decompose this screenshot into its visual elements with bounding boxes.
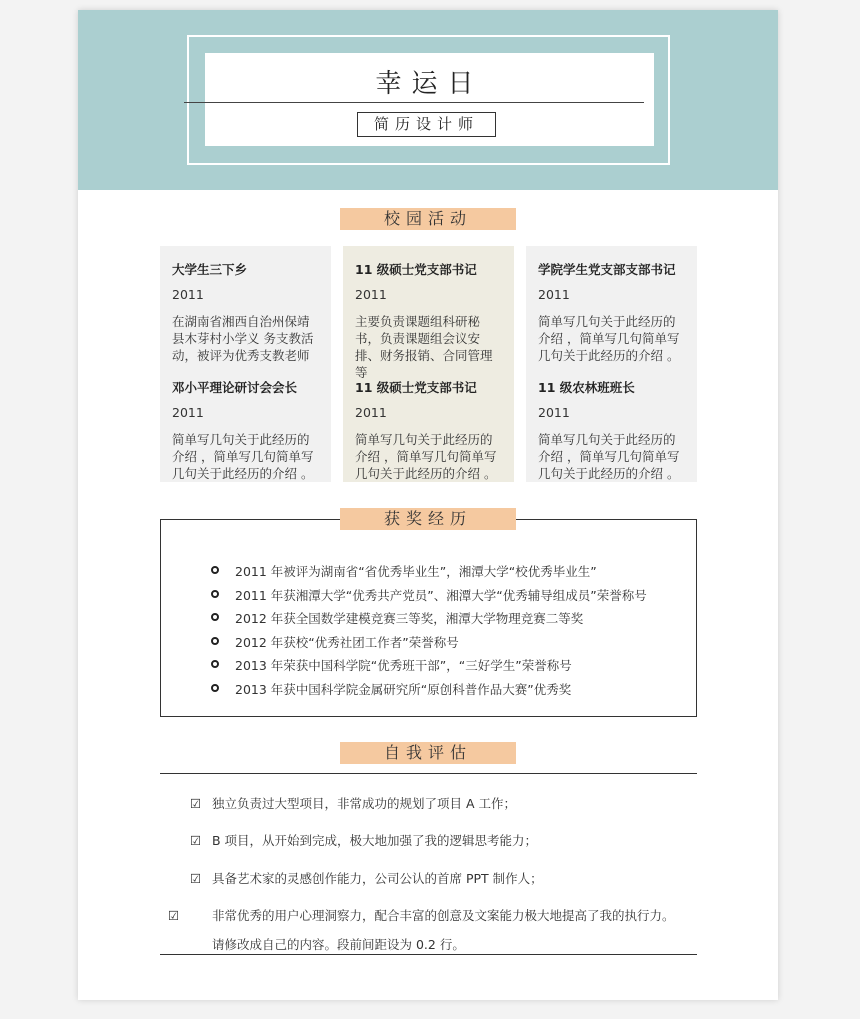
self-eval-item (190, 864, 660, 893)
item-year: 2011 (355, 405, 387, 420)
campus-item (526, 246, 697, 364)
award-item: 2011 年被评为湖南省“省优秀毕业生”，湘潭大学“校优秀毕业生” (211, 562, 647, 586)
item-year: 2011 (172, 405, 204, 420)
campus-item (160, 246, 331, 364)
self-eval-item (168, 901, 682, 959)
award-item: 2012 年获校“优秀社团工作者”荣誉称号 (211, 633, 647, 657)
campus-item (343, 246, 514, 380)
self-eval-text: 独立负责过大型项目，非常成功的规划了项目 A 工作； (212, 796, 516, 811)
divider (160, 773, 697, 774)
checkbox-icon: ☑ (168, 908, 180, 923)
self-eval-text: 具备艺术家的灵感创作能力，公司公认的首席 PPT 制作人； (212, 871, 543, 886)
item-desc: 主要负责课题组科研秘书，负责课题组会议安排、财务报销、合同管理等 (355, 314, 493, 380)
awards-list (211, 562, 647, 703)
item-title: 学院学生党支部支部书记 (538, 262, 676, 277)
item-year: 2011 (538, 287, 570, 302)
awards-box (160, 519, 697, 717)
item-year: 2011 (172, 287, 204, 302)
item-title: 11 级硕士党支部书记 (355, 380, 477, 395)
subtitle: 简历设计师 (357, 112, 496, 137)
header-banner (78, 10, 778, 190)
award-item: 2013 年荣获中国科学院“优秀班干部”，“三好学生”荣誉称号 (211, 656, 647, 680)
self-title: 自我评估 (340, 742, 516, 764)
checkbox-icon: ☑ (190, 833, 202, 848)
campus-item (343, 364, 514, 482)
item-desc: 简单写几句关于此经历的介绍 ，简单写几句简单写几句关于此经历的介绍 。 (538, 314, 680, 363)
item-title: 11 级硕士党支部书记 (355, 262, 477, 277)
item-desc: 简单写几句关于此经历的介绍 ，简单写几句简单写几句关于此经历的介绍 。 (355, 432, 497, 481)
campus-title: 校园活动 (340, 208, 516, 230)
campus-item (160, 364, 331, 482)
self-eval-text: B 项目，从开始到完成，极大地加强了我的逻辑思考能力； (212, 833, 538, 848)
name-card (205, 53, 654, 146)
item-title: 大学生三下乡 (172, 262, 248, 277)
item-desc: 简单写几句关于此经历的介绍 ，简单写几句简单写几句关于此经历的介绍 。 (172, 432, 314, 481)
item-desc: 在湖南省湘西自治州保靖县木芽村小学义 务支教活动，被评为优秀支教老师 (172, 314, 314, 363)
self-eval-item (190, 789, 660, 818)
self-eval-item (190, 826, 660, 855)
item-year: 2011 (355, 287, 387, 302)
campus-grid (160, 246, 697, 482)
checkbox-icon: ☑ (190, 796, 202, 811)
item-title: 邓小平理论研讨会会长 (172, 380, 298, 395)
item-desc: 简单写几句关于此经历的介绍 ，简单写几句简单写几句关于此经历的介绍 。 (538, 432, 680, 481)
awards-title: 获奖经历 (340, 508, 516, 530)
checkbox-icon: ☑ (190, 871, 202, 886)
self-eval-text: 非常优秀的用户心理洞察力，配合丰富的创意及文案能力极大地提高了我的执行力。请修改成自己的内容。段前间距设为 0.2 行。 (212, 908, 675, 952)
resume-page (78, 10, 778, 1000)
divider (184, 102, 644, 103)
name: 幸运日 (375, 69, 484, 99)
item-year: 2011 (538, 405, 570, 420)
award-item: 2013 年获中国科学院金属研究所“原创科普作品大赛”优秀奖 (211, 680, 647, 704)
award-item: 2011 年获湘潭大学“优秀共产党员”、湘潭大学“优秀辅导组成员”荣誉称号 (211, 586, 647, 610)
item-title: 11 级农林班班长 (538, 380, 635, 395)
award-item: 2012 年获全国数学建模竞赛三等奖，湘潭大学物理竞赛二等奖 (211, 609, 647, 633)
campus-item (526, 364, 697, 482)
divider (160, 954, 697, 955)
